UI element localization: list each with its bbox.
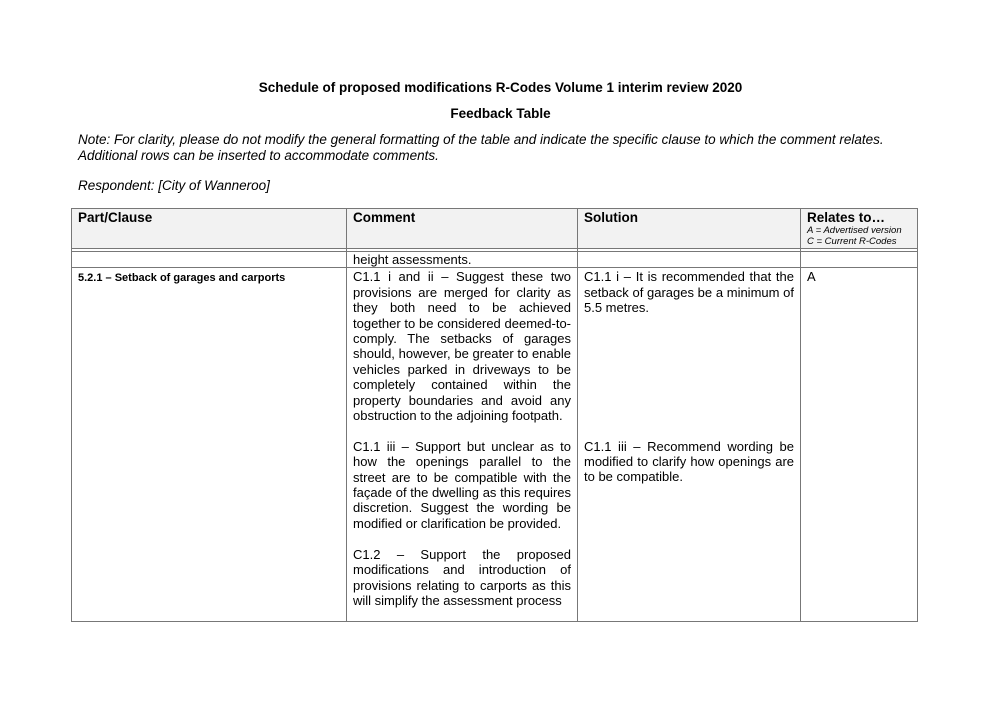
cell-comment: height assessments. xyxy=(347,252,578,268)
note-line-1: Note: For clarity, please do not modify the general formatting of the table and indicate the specific clause to which the comment relates. xyxy=(78,132,884,147)
table-header-row xyxy=(72,209,918,249)
table-row-continued xyxy=(72,252,918,268)
comment-paragraph-1: C1.1 i and ii – Suggest these two provisions are merged for clarity as they both need to be achieved together to be considered deemed-to-comply. The setbacks of garages should, however, be greater to enable vehicles parked in driveways to be completely contained within the property boundaries and avoid any obstruction to the adjoining footpath. xyxy=(353,269,571,424)
feedback-table xyxy=(71,208,918,622)
note-line-2: Additional rows can be inserted to accommodate comments. xyxy=(78,148,439,163)
comment-paragraph-3: C1.2 – Support the proposed modifications and introduction of provisions relating to carports as this will simplify the assessment process xyxy=(353,546,571,608)
cell-relates-to xyxy=(801,252,918,268)
relates-key-c: C = Current R-Codes xyxy=(807,236,897,248)
solution-paragraph-2: C1.1 iii – Recommend wording be modified to clarify how openings are to be compatible. xyxy=(584,438,794,485)
cell-solution xyxy=(578,268,801,622)
note-block xyxy=(78,132,918,164)
table-row xyxy=(72,268,918,622)
respondent-line: Respondent: [City of Wanneroo] xyxy=(78,178,270,193)
header-solution: Solution xyxy=(578,209,801,249)
solution-paragraph-1: C1.1 i – It is recommended that the setback of garages be a minimum of 5.5 metres. xyxy=(584,269,794,316)
cell-solution xyxy=(578,252,801,268)
header-relates-to: Relates to… A = Advertised version C = Current R-Codes xyxy=(801,209,918,249)
cell-relates-to: A xyxy=(801,268,918,622)
comment-paragraph-2: C1.1 iii – Support but unclear as to how the openings parallel to the street are to be compatible with the façade of the dwelling as this requires discretion. Suggest the wording be modified or clarification be provided. xyxy=(353,438,571,531)
document-subtitle: Feedback Table xyxy=(450,106,551,121)
header-part-clause: Part/Clause xyxy=(72,209,347,249)
cell-part-clause: 5.2.1 – Setback of garages and carports xyxy=(72,268,347,622)
cell-comment xyxy=(347,268,578,622)
document-title: Schedule of proposed modifications R-Codes Volume 1 interim review 2020 xyxy=(258,80,743,95)
header-comment: Comment xyxy=(347,209,578,249)
relates-key-a: A = Advertised version xyxy=(807,225,902,237)
cell-part-clause xyxy=(72,252,347,268)
